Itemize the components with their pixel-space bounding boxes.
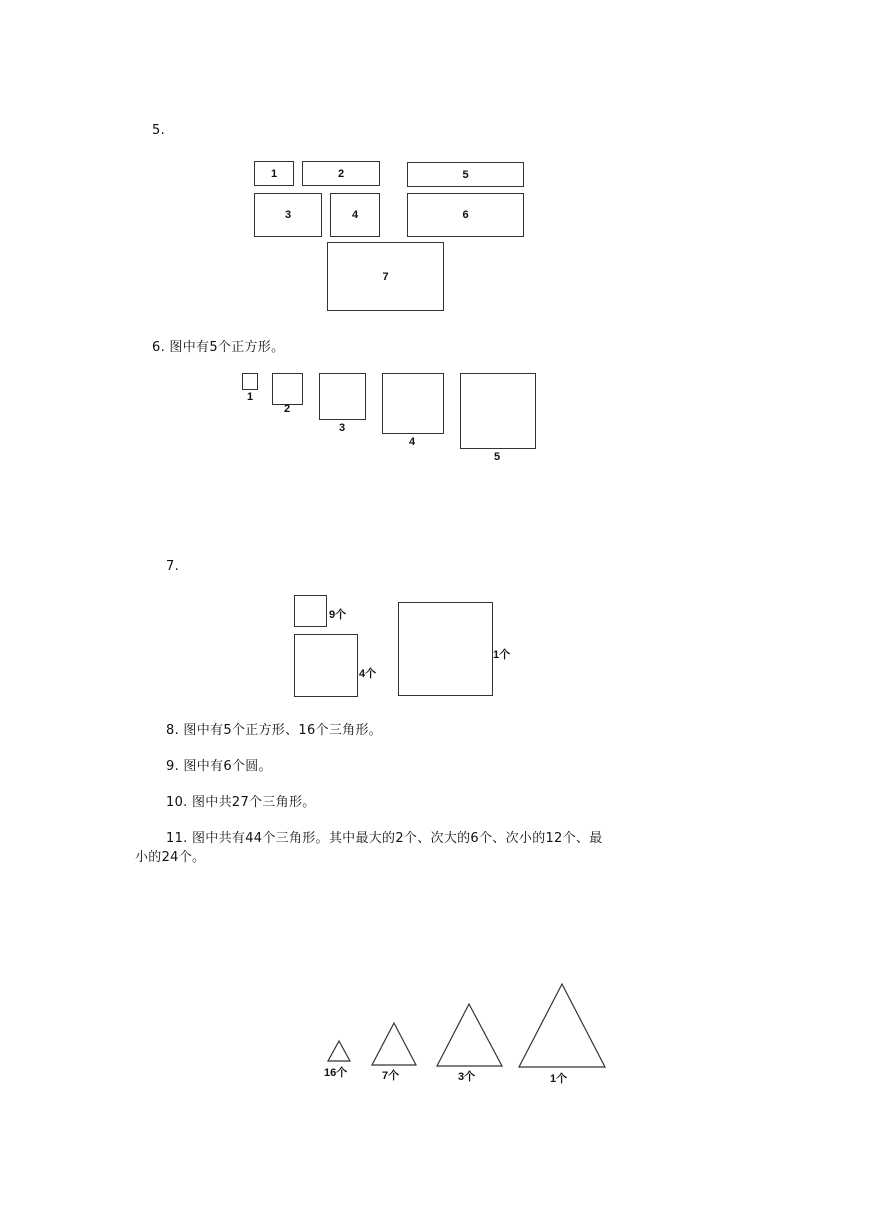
- triangle-label-3: 3个: [458, 1071, 476, 1083]
- q6-text: 6. 图中有5个正方形。: [152, 340, 285, 355]
- q7-label-1: 1个: [493, 649, 511, 661]
- triangle-medium: [437, 1004, 502, 1066]
- rect-5-label: 5: [462, 168, 469, 181]
- q5-number: 5.: [152, 123, 166, 138]
- rect-6-label: 6: [462, 209, 469, 221]
- rect-4-label: 4: [351, 209, 359, 221]
- triangle-label-7: 7个: [382, 1070, 400, 1082]
- q8-text: 8. 图中有5个正方形、16个三角形。: [166, 723, 383, 738]
- rect-3-label: 3: [284, 209, 292, 221]
- square-1-label: 1: [247, 391, 254, 403]
- q11-line1: 11. 图中共有44个三角形。其中最大的2个、次大的6个、次小的12个、最: [166, 831, 603, 846]
- rect-2-label: 2: [337, 167, 345, 180]
- q7-number: 7.: [166, 559, 180, 574]
- q11-line2: 小的24个。: [135, 850, 206, 865]
- square-4-label: 4: [409, 436, 416, 448]
- q7-label-9: 9个: [329, 609, 347, 621]
- rect-1-label: 1: [270, 167, 278, 180]
- triangle-label-1: 1个: [550, 1073, 568, 1085]
- square-3-label: 3: [339, 422, 346, 434]
- q10-text: 10. 图中共27个三角形。: [166, 795, 316, 810]
- square-5-label: 5: [494, 451, 501, 463]
- q7-label-4: 4个: [359, 668, 377, 680]
- q9-text: 9. 图中有6个圆。: [166, 759, 272, 774]
- rect-7-label: 7: [382, 270, 389, 283]
- triangle-largest: [519, 984, 605, 1067]
- triangle-small: [372, 1023, 416, 1065]
- triangle-smallest: [328, 1041, 350, 1061]
- triangle-label-16: 16个: [324, 1067, 348, 1079]
- square-2-label: 2: [284, 403, 291, 415]
